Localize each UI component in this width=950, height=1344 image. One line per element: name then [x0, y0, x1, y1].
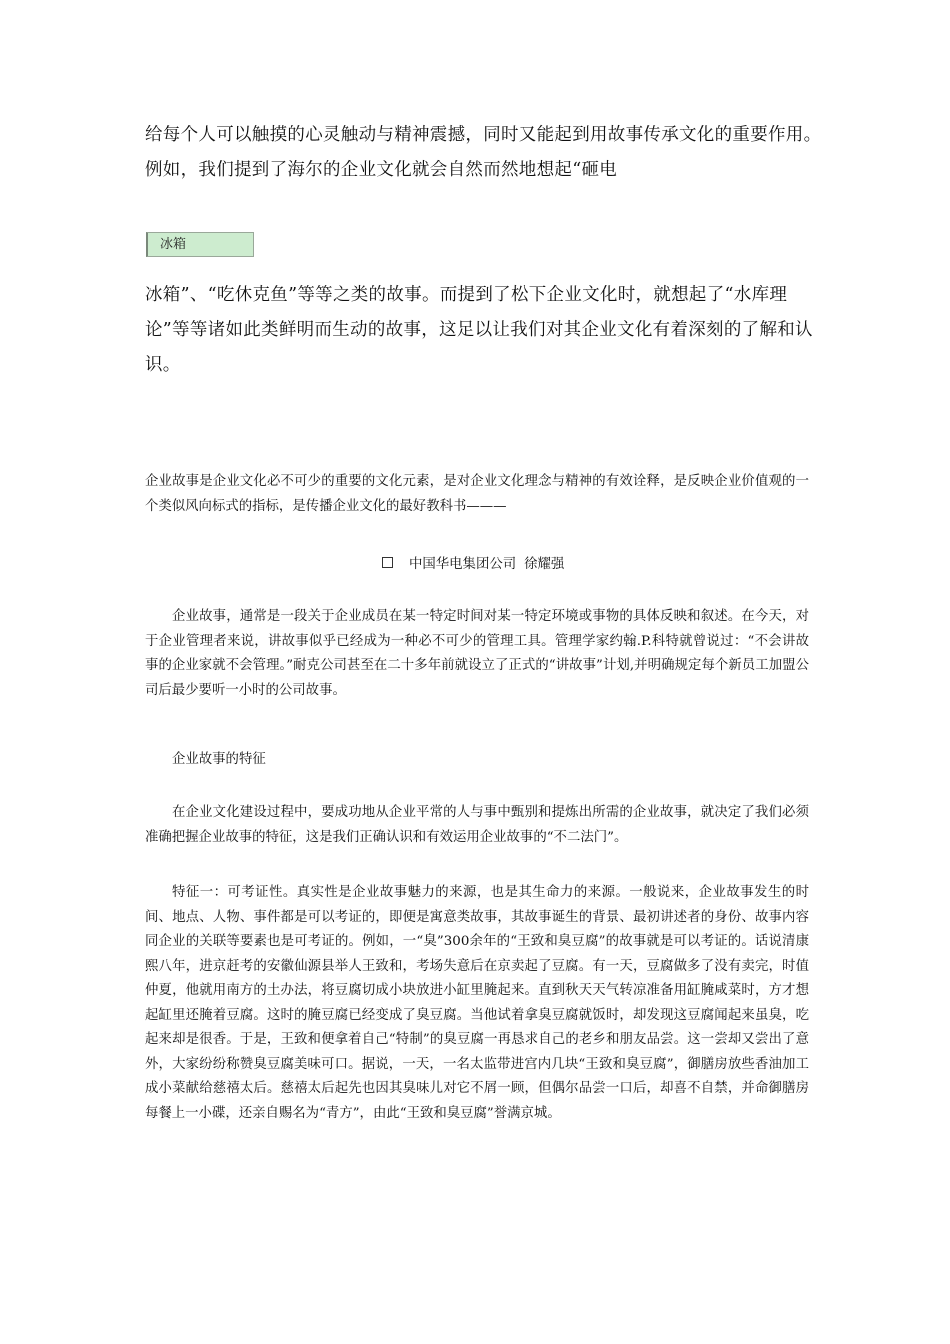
- top-paragraph: [145, 118, 822, 188]
- article-intro: 企业故事是企业文化必不可少的重要的文化元素，是对企业文化理念与精神的有效诠释，是反映企业价值观的一个类似风向标式的指标，是传播企业文化的最好教科书———: [145, 474, 809, 514]
- article-byline: [382, 553, 564, 577]
- byline-organization: 中国华电集团公司: [409, 557, 517, 572]
- top-paragraph-line-2: 例如，我们提到了海尔的企业文化就会自然而然地想起“砸电: [145, 160, 618, 180]
- article-paragraph-2: 在企业文化建设过程中，要成功地从企业平常的人与事中甄别和提炼出所需的企业故事，就决定了我们必须准确把握企业故事的特征，这是我们正确认识和有效运用企业故事的“不二法门”。: [145, 805, 809, 845]
- continued-paragraph: 冰箱”、“吃休克鱼”等等之类的故事。而提到了松下企业文化时，就想起了“水库理论”等等诸如此类鲜明而生动的故事，这足以让我们对其企业文化有着深刻的了解和认识。: [145, 285, 813, 375]
- article-paragraph-3: 特征一：可考证性。真实性是企业故事魅力的来源，也是其生命力的来源。一般说来，企业故事发生的时间、地点、人物、事件都是可以考证的，即便是寓意类故事，其故事诞生的背景、最初讲述者的身份、故事内容同企业的关联等要素也是可考证的。例如，一“臭”300余年的“王致和臭豆腐”的故事就是可以考证的。话说清康熙八年，进京赶考的安徽仙源县举人王致和，考场失意后在京卖起了豆腐。有一天，豆腐做多了没有卖完，时值仲夏，他就用南方的土办法，将豆腐切成小块放进小缸里腌起来。直到秋天天气转凉准备用缸腌咸菜时，方才想起缸里还腌着豆腐。这时的腌豆腐已经变成了臭豆腐。当他试着拿臭豆腐就饭时，却发现这豆腐闻起来虽臭，吃起来却是很香。于是，王致和便拿着自己“特制”的臭豆腐一再恳求自己的老乡和朋友品尝。这一尝却又尝出了意外，大家纷纷称赞臭豆腐美味可口。据说，一天，一名太监带进宫内几块“王致和臭豆腐”，御膳房放些香油加工成小菜献给慈禧太后。慈禧太后起先也因其臭味儿对它不屑一顾，但偶尔品尝一口后，却喜不自禁，并命御膳房每餐上一小碟，还亲自赐名为“青方”，由此“王致和臭豆腐”誉满京城。: [145, 885, 809, 1121]
- article-paragraph-1: 企业故事，通常是一段关于企业成员在某一特定时间对某一特定环境或事物的具体反映和叙述。在今天，对于企业管理者来说，讲故事似乎已经成为一种必不可少的管理工具。管理学家约翰.P.科特就曾说过：“不会讲故事的企业家就不会管理。”耐克公司甚至在二十多年前就设立了正式的“讲故事”计划,并明确规定每个新员工加盟公司后最少要听一小时的公司故事。: [145, 609, 809, 698]
- section-heading: 企业故事的特征: [172, 752, 266, 767]
- checkbox-square-icon: [382, 557, 393, 568]
- highlight-tag-label: 冰箱: [160, 237, 187, 252]
- top-paragraph-line-1: 给每个人可以触摸的心灵触动与精神震撼，同时又能起到用故事传承文化的重要作用。: [145, 125, 822, 145]
- byline-author: 徐耀强: [524, 557, 565, 572]
- highlight-tag-box: [146, 232, 254, 257]
